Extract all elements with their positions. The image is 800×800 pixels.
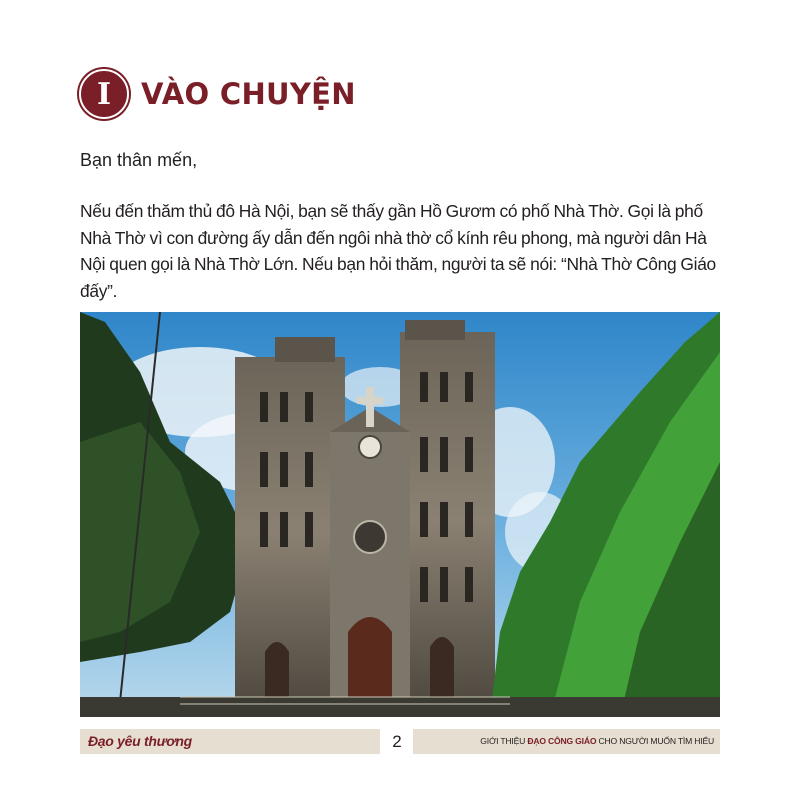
section-number-badge: I (79, 69, 129, 119)
greeting-text: Bạn thân mến, (80, 150, 198, 170)
tagline-bold: ĐẠO CÔNG GIÁO (527, 736, 597, 746)
section-title: VÀO CHUYỆN (141, 77, 356, 111)
footer-right-panel (413, 729, 720, 754)
footer-brand: Đạo yêu thương (88, 733, 192, 749)
intro-paragraph: Nếu đến thăm thủ đô Hà Nội, bạn sẽ thấy gần Hồ Gươm có phố Nhà Thờ. Gọi là phố Nhà Thờ vì con đường ấy dẫn đến ngôi nhà thờ cổ kính rêu phong, mà người dân Hà Nội quen gọi là Nhà Thờ Lớn. Nếu bạn hỏi thăm, người ta sẽ nói: “Nhà Thờ Công Giáo đấy”. (80, 201, 716, 301)
section-header (79, 69, 356, 119)
footer-left-panel (80, 729, 380, 754)
footer-bar (80, 729, 720, 754)
cathedral-photo (80, 312, 720, 717)
page-number: 2 (392, 732, 402, 751)
tagline-suffix: CHO NGƯỜI MUỐN TÌM HIỂU (596, 736, 714, 746)
tagline-prefix: GIỚI THIỆU (480, 736, 528, 746)
footer-tagline (480, 736, 714, 746)
